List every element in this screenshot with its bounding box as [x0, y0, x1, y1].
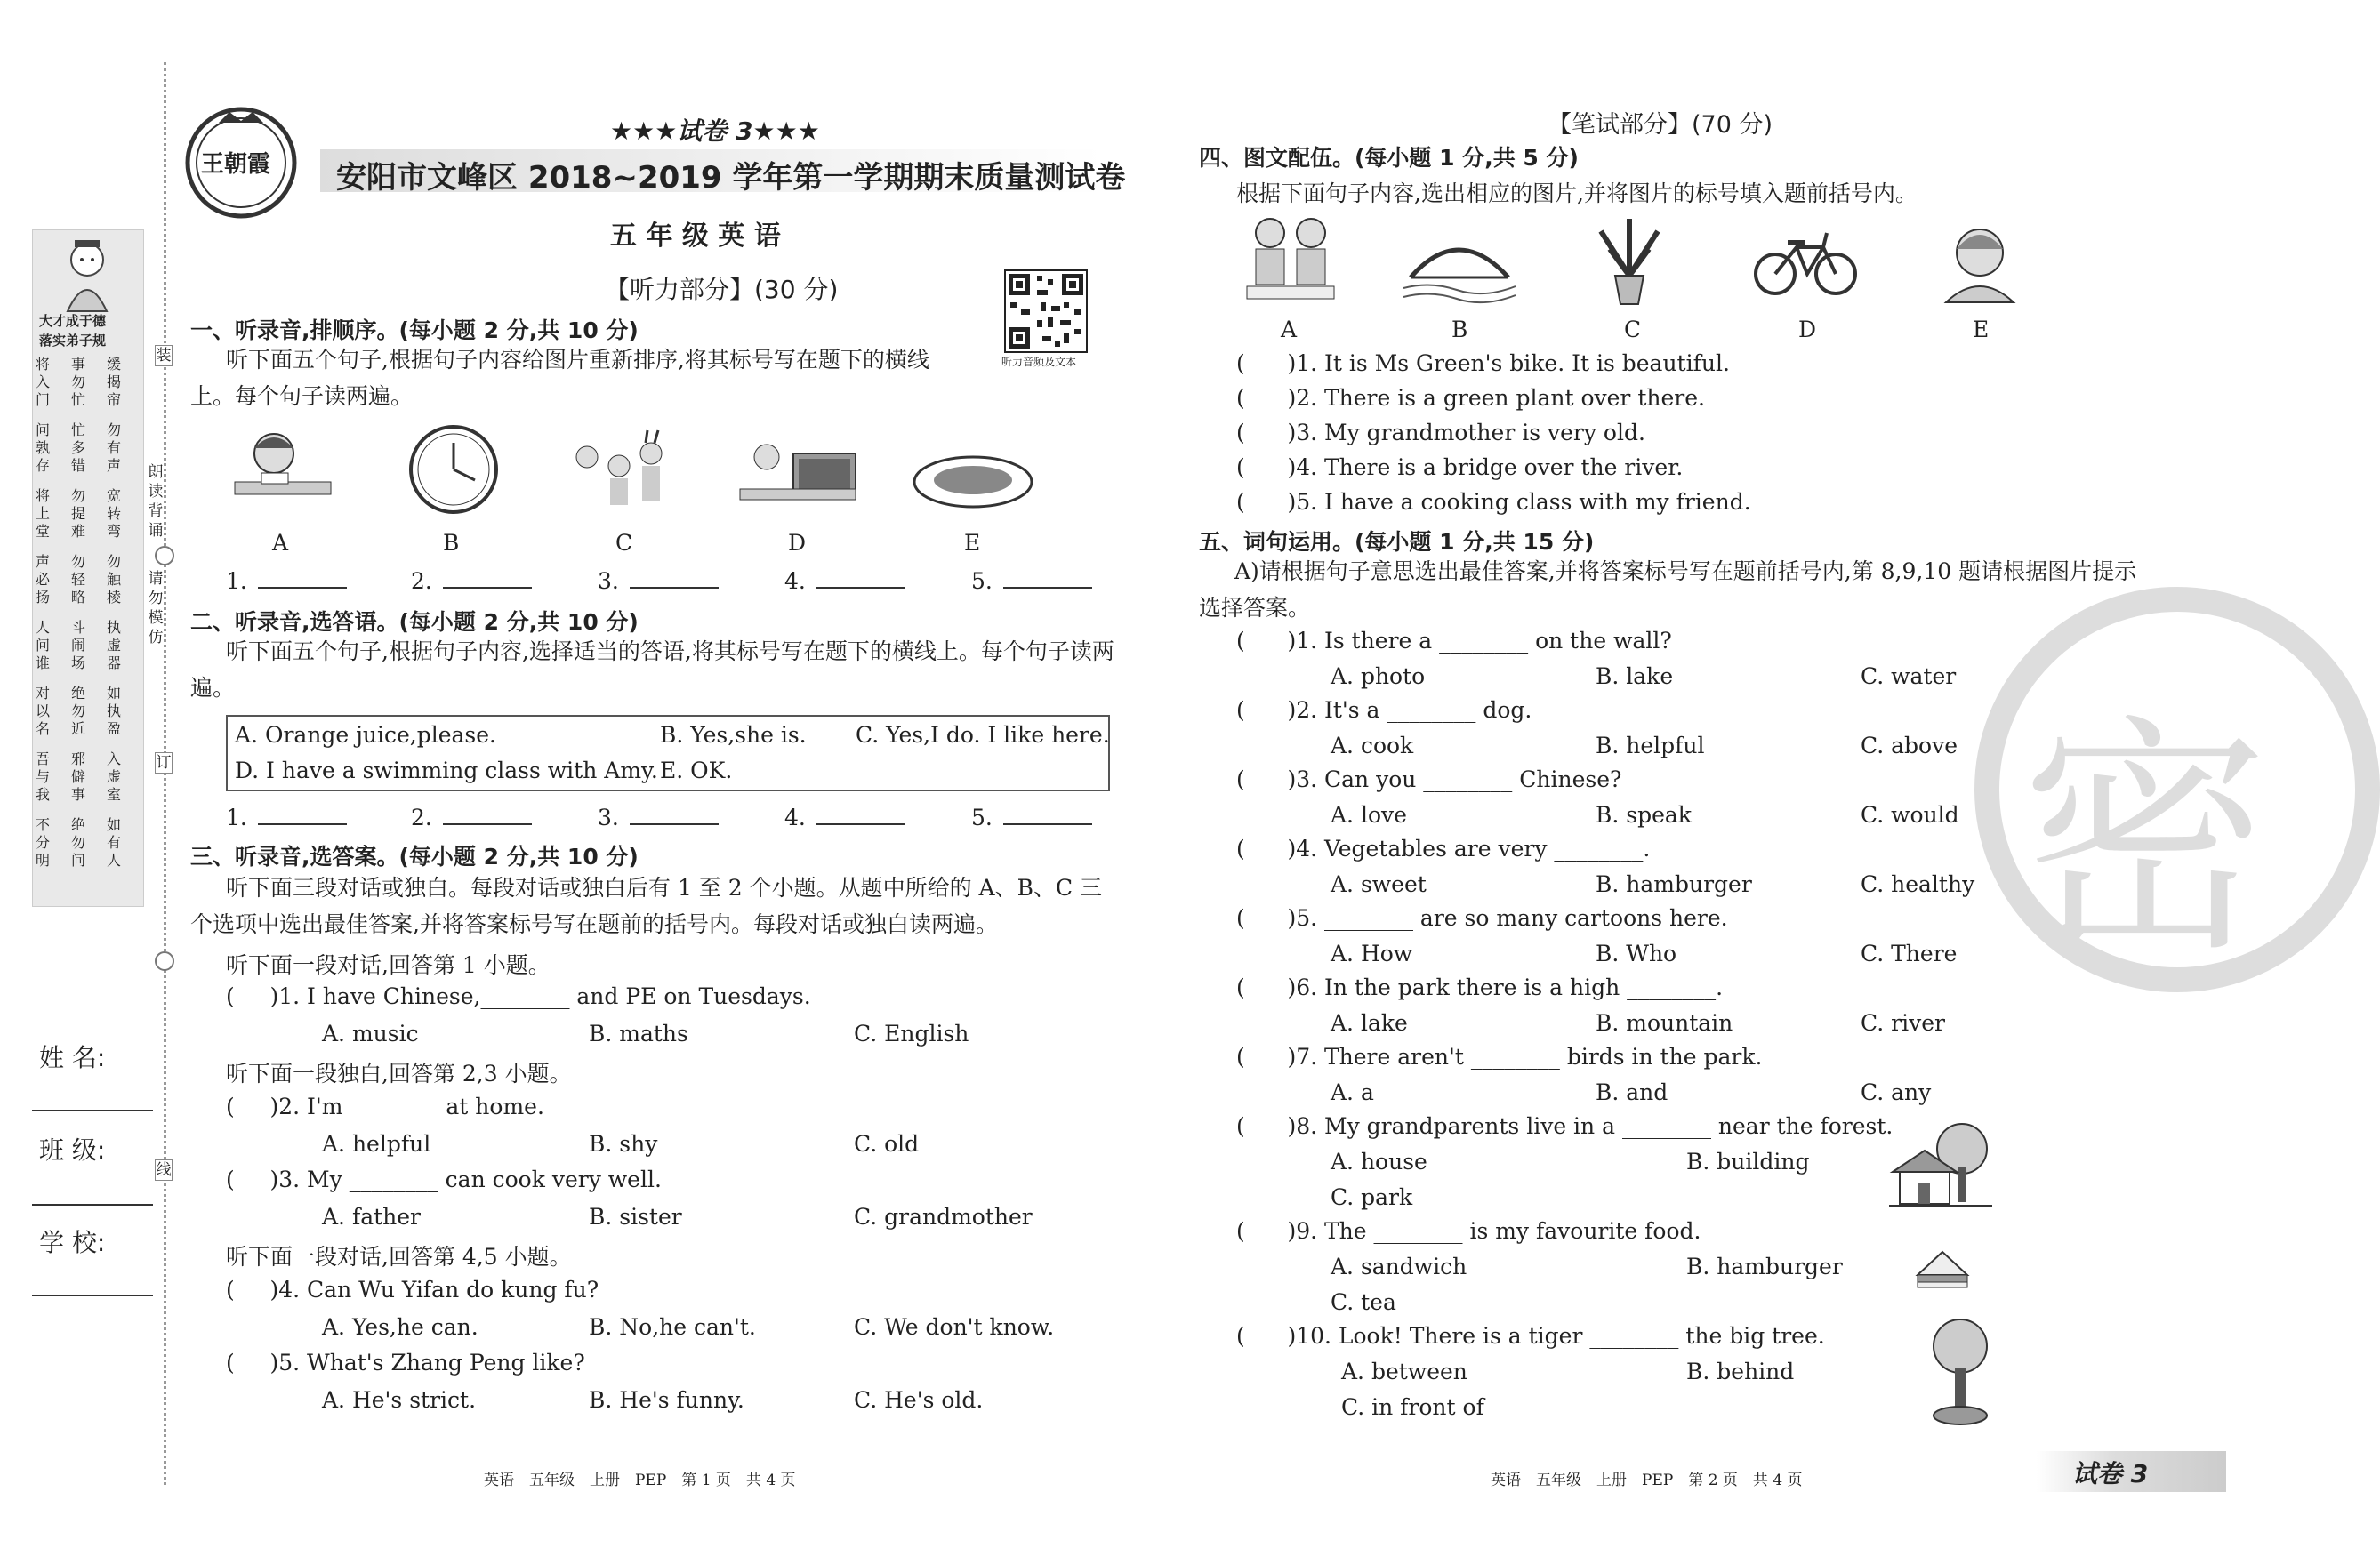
s3-q3: ( )3. My ________ can cook very well. — [226, 1167, 662, 1192]
punch-hole-1 — [155, 546, 174, 565]
s2-blank-3[interactable] — [598, 804, 719, 830]
punch-hole-2 — [155, 951, 174, 971]
s4-item-1: ( )1. It is Ms Green's bike. It is beautiful. — [1236, 350, 1730, 376]
s4-item-2: ( )2. There is a green plant over there. — [1236, 385, 1705, 411]
motto-cell: 执虚器 — [107, 619, 122, 671]
s3-heading: 三、听录音,选答案。(每小题 2 分,共 10 分) — [190, 844, 639, 870]
s5-q9-a[interactable]: A. sandwich — [1331, 1254, 1467, 1279]
s1-label-e: E — [964, 530, 981, 556]
s5-q7-b[interactable]: B. and — [1596, 1079, 1668, 1105]
s5-pic-sandwich — [1914, 1248, 1971, 1291]
s5-q9: ( )9. The ________ is my favourite food. — [1236, 1218, 1701, 1244]
seal-char-1: 装 — [156, 347, 172, 365]
motto-cell: 声必扬 — [36, 553, 51, 606]
s5-q3: ( )3. Can you ________ Chinese? — [1236, 766, 1622, 792]
school-label: 学 校: — [39, 1228, 106, 1257]
s3-q5: ( )5. What's Zhang Peng like? — [226, 1350, 585, 1376]
blank-number: 5. — [971, 568, 993, 594]
s4-item-4: ( )4. There is a bridge over the river. — [1236, 454, 1684, 480]
blank-number: 2. — [411, 568, 432, 594]
s5-q7: ( )7. There aren't ________ birds in the park. — [1236, 1044, 1763, 1070]
s1-pic-e-dish — [911, 450, 1035, 510]
s2-option-e: E. OK. — [660, 758, 733, 783]
note-vertical-2: 请勿模仿 — [148, 570, 164, 646]
s1-blank-1[interactable] — [226, 567, 347, 594]
s2-blank-2[interactable] — [411, 804, 532, 830]
s5-q8: ( )8. My grandparents live in a ________ near the forest. — [1236, 1113, 1894, 1139]
s5-q1: ( )1. Is there a ________ on the wall? — [1236, 628, 1672, 654]
motto-cell: 人问谁 — [36, 619, 51, 671]
blank-number: 1. — [226, 568, 247, 594]
motto-columns — [36, 356, 141, 870]
s2-option-a: A. Orange juice,please. — [235, 722, 497, 748]
s3-q2: ( )2. I'm ________ at home. — [226, 1094, 544, 1119]
s3-q1: ( )1. I have Chinese,________ and PE on Tuesdays. — [226, 983, 811, 1009]
s1-pic-b-clock — [407, 423, 500, 516]
motto-line-1: 大才成于德 — [39, 313, 107, 329]
s3-intro-2: 听下面一段独白,回答第 2,3 小题。 — [226, 1061, 572, 1087]
s5-q5-c[interactable]: C. There — [1861, 941, 1958, 966]
s1-blank-3[interactable] — [598, 567, 719, 594]
s5-q6: ( )6. In the park there is a high ________. — [1236, 975, 1724, 1000]
motto-cell: 将上堂 — [36, 487, 51, 540]
s5-q2: ( )2. It's a ________ dog. — [1236, 697, 1532, 723]
motto-cell: 将入门 — [36, 356, 51, 408]
motto-cell: 宽转弯 — [107, 487, 122, 540]
corner-tag: 试卷 3 — [2072, 1459, 2149, 1488]
class-label: 班 级: — [39, 1135, 106, 1165]
s1-pic-c-animals — [566, 430, 672, 516]
written-section-header: 【笔试部分】(70 分) — [1548, 111, 1773, 139]
s5-pic-house-tree — [1889, 1117, 1992, 1213]
s1-blank-2[interactable] — [411, 567, 532, 594]
s3-q1-b[interactable]: B. maths — [589, 1021, 688, 1047]
s1-label-b: B — [443, 530, 460, 556]
s4-heading: 四、图文配伍。(每小题 1 分,共 5 分) — [1199, 145, 1579, 171]
motto-cell: 缓揭帘 — [107, 356, 122, 408]
s5-instruction: A)请根据句子意思选出最佳答案,并将答案标号写在题前括号内,第 8,9,10 题请根据图片提示选择答案。 — [1199, 558, 2137, 621]
s3-intro-1: 听下面一段对话,回答第 1 小题。 — [226, 952, 551, 978]
page2-footer: 英语 五年级 上册 PEP 第 2 页 共 4 页 — [1491, 1472, 1803, 1489]
s2-blank-5[interactable] — [971, 804, 1092, 830]
motto-cell: 入虚室 — [107, 750, 122, 803]
motto-cell: 吾与我 — [36, 750, 51, 803]
s4-pic-b-bridge — [1403, 222, 1516, 302]
name-label: 姓 名: — [39, 1043, 106, 1072]
s5-q8-b[interactable]: B. building — [1686, 1149, 1810, 1175]
s2-blank-4[interactable] — [784, 804, 905, 830]
s1-instruction: 听下面五个句子,根据句子内容给图片重新排序,将其标号写在题下的横线上。每个句子读两遍。 — [190, 347, 929, 409]
s3-q2-c[interactable]: C. old — [854, 1131, 920, 1157]
motto-line-2: 落实弟子规 — [39, 333, 107, 349]
s5-q5: ( )5. ________ are so many cartoons here. — [1236, 905, 1728, 931]
s3-q1-a[interactable]: A. music — [322, 1021, 419, 1047]
motto-cell: 绝勿问 — [71, 816, 86, 869]
s5-q10: ( )10. Look! There is a tiger ________ the big tree. — [1236, 1323, 1825, 1349]
s3-q3-c[interactable]: C. grandmother — [854, 1204, 1033, 1230]
s2-blank-1[interactable] — [226, 804, 347, 830]
motto-cell: 忙多错 — [71, 421, 86, 474]
motto-cell: 如执盈 — [107, 685, 122, 737]
blank-number: 4. — [784, 568, 806, 594]
motto-cell: 勿有声 — [107, 421, 122, 474]
motto-cell: 事勿忙 — [71, 356, 86, 408]
s5-pic-tiger-tree — [1925, 1316, 1996, 1426]
motto-cell: 勿提难 — [71, 487, 86, 540]
s5-q5-a[interactable]: A. How — [1331, 941, 1413, 966]
s5-q3-c[interactable]: C. would — [1861, 802, 1959, 828]
motto-cell: 勿触棱 — [107, 553, 122, 606]
blank-number: 3. — [598, 568, 619, 594]
s4-item-5: ( )5. I have a cooking class with my friend. — [1236, 489, 1751, 515]
brand-logo-text: 王朝霞 — [201, 151, 271, 178]
s4-item-3: ( )3. My grandmother is very old. — [1236, 420, 1645, 445]
s5-q3-a[interactable]: A. love — [1331, 802, 1407, 828]
s4-instruction: 根据下面句子内容,选出相应的图片,并将图片的标号填入题前括号内。 — [1236, 180, 1918, 206]
s5-q4: ( )4. Vegetables are very ________. — [1236, 836, 1651, 862]
s5-q8-c[interactable]: C. park — [1331, 1184, 1413, 1210]
s3-q3-a[interactable]: A. father — [322, 1204, 421, 1230]
motto-cell: 不分明 — [36, 816, 51, 869]
s1-label-a: A — [272, 530, 289, 556]
s2-heading: 二、听录音,选答语。(每小题 2 分,共 10 分) — [190, 609, 639, 635]
s5-q5-b[interactable]: B. Who — [1596, 941, 1677, 966]
blank-number: 3. — [598, 805, 619, 830]
s5-q9-c[interactable]: C. tea — [1331, 1289, 1396, 1315]
s1-pic-a-girl-writing — [229, 427, 336, 516]
s5-q1-a[interactable]: A. photo — [1331, 663, 1426, 689]
series-label: ★★★试卷 3★★★ — [610, 116, 820, 146]
s5-q7-c[interactable]: C. any — [1861, 1079, 1932, 1105]
scholar-figure-icon — [52, 233, 123, 313]
s3-q4: ( )4. Can Wu Yifan do kung fu? — [226, 1277, 599, 1303]
motto-cell: 如有人 — [107, 816, 122, 869]
s5-q1-c[interactable]: C. water — [1861, 663, 1957, 689]
binding-cut-line — [164, 62, 166, 1485]
s4-label-e: E — [1973, 317, 1990, 342]
s5-q4-b[interactable]: B. hamburger — [1596, 871, 1752, 897]
s3-q5-c[interactable]: C. He's old. — [854, 1387, 984, 1413]
s5-q2-b[interactable]: B. helpful — [1596, 733, 1705, 758]
blank-number: 2. — [411, 805, 432, 830]
s3-q3-b[interactable]: B. sister — [589, 1204, 682, 1230]
s2-option-c: C. Yes,I do. I like here. — [856, 722, 1110, 748]
s3-q1-c[interactable]: C. English — [854, 1021, 969, 1047]
s5-q2-a[interactable]: A. cook — [1331, 733, 1414, 758]
s3-q4-b[interactable]: B. No,he can't. — [589, 1314, 756, 1340]
motto-cell: 勿轻略 — [71, 553, 86, 606]
s4-pic-c-plant — [1592, 213, 1667, 306]
motto-cell: 绝勿近 — [71, 685, 86, 737]
s3-q4-a[interactable]: A. Yes,he can. — [322, 1314, 478, 1340]
s1-blank-4[interactable] — [784, 567, 905, 594]
motto-cell: 斗闹场 — [71, 619, 86, 671]
blank-number: 1. — [226, 805, 247, 830]
page1-footer: 英语 五年级 上册 PEP 第 1 页 共 4 页 — [484, 1472, 796, 1489]
s5-q4-a[interactable]: A. sweet — [1331, 871, 1427, 897]
blank-number: 5. — [971, 805, 993, 830]
motto-cell: 对以名 — [36, 685, 51, 737]
note-vertical-1: 朗读背诵 — [148, 463, 164, 540]
class-line[interactable] — [32, 1204, 153, 1206]
s3-q2-b[interactable]: B. shy — [589, 1131, 658, 1157]
seal-char-2: 订 — [156, 754, 172, 772]
motto-cell: 邪僻事 — [71, 750, 86, 803]
exam-title: 安阳市文峰区 2018~2019 学年第一学期期末质量测试卷 — [336, 160, 1126, 196]
s1-label-d: D — [788, 530, 807, 556]
qr-caption: 听力音频及文本 — [1001, 356, 1077, 368]
s5-q6-c[interactable]: C. river — [1861, 1010, 1945, 1036]
school-line[interactable] — [32, 1295, 153, 1296]
s5-q9-b[interactable]: B. hamburger — [1686, 1254, 1843, 1279]
motto-cell: 问孰存 — [36, 421, 51, 474]
s5-q10-c[interactable]: C. in front of — [1341, 1394, 1484, 1420]
s5-q4-c[interactable]: C. healthy — [1861, 871, 1975, 897]
watermark-char: 密 — [2021, 695, 2270, 985]
s4-pic-e-grandmother — [1937, 217, 2022, 302]
seal-char-3: 线 — [156, 1161, 172, 1179]
s4-label-c: C — [1624, 317, 1642, 342]
s3-q2-a[interactable]: A. helpful — [322, 1131, 431, 1157]
s4-pic-d-bike — [1752, 221, 1859, 301]
s3-q4-c[interactable]: C. We don't know. — [854, 1314, 1055, 1340]
s1-label-c: C — [615, 530, 633, 556]
s3-q5-a[interactable]: A. He's strict. — [322, 1387, 477, 1413]
blank-number: 4. — [784, 805, 806, 830]
s4-label-b: B — [1451, 317, 1468, 342]
listening-section-header: 【听力部分】(30 分) — [605, 275, 839, 304]
s3-intro-3: 听下面一段对话,回答第 4,5 小题。 — [226, 1244, 572, 1270]
subject-title: 五 年 级 英 语 — [610, 221, 781, 252]
s5-q6-b[interactable]: B. mountain — [1596, 1010, 1733, 1036]
s5-q6-a[interactable]: A. lake — [1331, 1010, 1408, 1036]
s4-pic-a-cooking — [1242, 212, 1339, 304]
s2-option-b: B. Yes,she is. — [660, 722, 807, 748]
s1-blank-5[interactable] — [971, 567, 1092, 594]
s5-heading: 五、词句运用。(每小题 1 分,共 15 分) — [1199, 529, 1595, 555]
s3-q5-b[interactable]: B. He's funny. — [589, 1387, 744, 1413]
s1-heading: 一、听录音,排顺序。(每小题 2 分,共 10 分) — [190, 317, 639, 343]
qr-code-icon[interactable] — [1005, 270, 1087, 352]
s5-q1-b[interactable]: B. lake — [1596, 663, 1674, 689]
s5-q3-b[interactable]: B. speak — [1596, 802, 1692, 828]
s1-pic-d-computer — [731, 436, 864, 514]
s5-q7-a[interactable]: A. a — [1331, 1079, 1374, 1105]
s5-q10-a[interactable]: A. between — [1341, 1359, 1467, 1384]
s5-q2-c[interactable]: C. above — [1861, 733, 1958, 758]
s2-option-d: D. I have a swimming class with Amy. — [235, 758, 658, 783]
s3-instruction: 听下面三段对话或独白。每段对话或独白后有 1 至 2 个小题。从题中所给的 A、B、C 三个选项中选出最佳答案,并将答案标号写在题前的括号内。每段对话或独白读两遍。 — [190, 875, 1103, 937]
s2-instruction: 听下面五个句子,根据句子内容,选择适当的答语,将其标号写在题下的横线上。每个句子读两遍。 — [190, 638, 1114, 701]
s4-label-d: D — [1798, 317, 1817, 342]
s4-label-a: A — [1281, 317, 1298, 342]
s5-q8-a[interactable]: A. house — [1331, 1149, 1427, 1175]
name-line[interactable] — [32, 1110, 153, 1111]
s5-q10-b[interactable]: B. behind — [1686, 1359, 1795, 1384]
